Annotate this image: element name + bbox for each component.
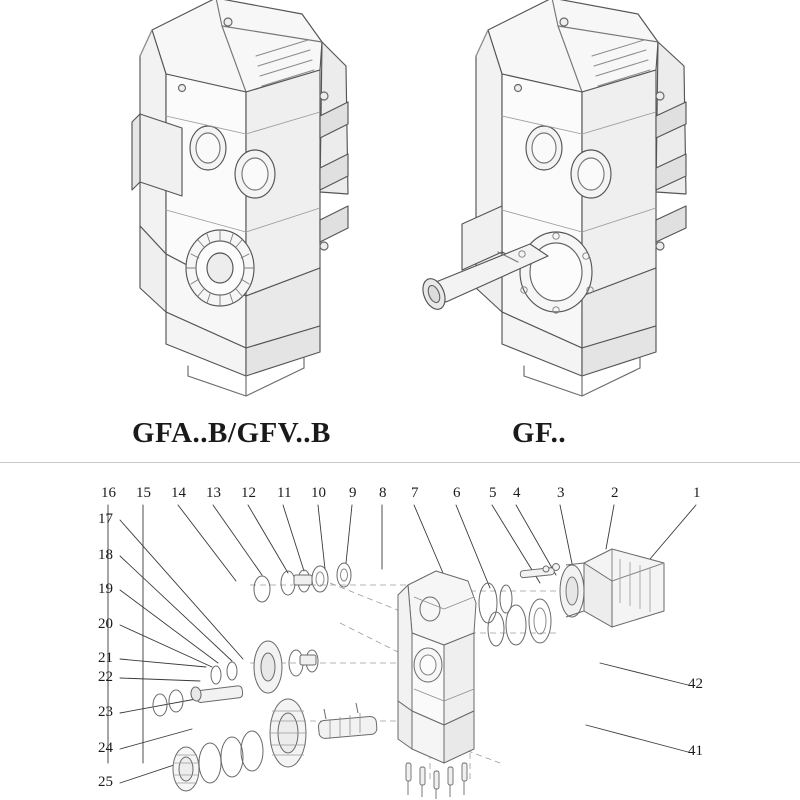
- callout-9: 9: [349, 485, 357, 501]
- callout-11: 11: [277, 485, 292, 501]
- callout-8: 8: [379, 485, 387, 501]
- callout-15: 15: [136, 485, 151, 501]
- callout-3: 3: [557, 485, 565, 501]
- caption-gf: GF..: [512, 417, 567, 449]
- callout-5: 5: [489, 485, 497, 501]
- callout-21: 21: [98, 650, 113, 666]
- caption-gfa-gfv: GFA..B/GFV..B: [132, 417, 331, 449]
- callout-17: 17: [98, 511, 113, 527]
- callout-18: 18: [98, 547, 113, 563]
- callout-41: 41: [688, 743, 703, 759]
- callout-12: 12: [241, 485, 256, 501]
- callout-42: 42: [688, 676, 703, 692]
- gearbox-isometric-right: [400, 0, 730, 406]
- callout-22: 22: [98, 669, 113, 685]
- callout-10: 10: [311, 485, 326, 501]
- callout-16: 16: [101, 485, 116, 501]
- callout-14: 14: [171, 485, 186, 501]
- gearbox-isometric-left: [70, 0, 390, 406]
- callout-23: 23: [98, 704, 113, 720]
- callout-4: 4: [513, 485, 521, 501]
- callout-24: 24: [98, 740, 113, 756]
- exploded-diagram-svg: [0, 463, 800, 800]
- callout-6: 6: [453, 485, 461, 501]
- exploded-view: [0, 463, 800, 800]
- callout-25: 25: [98, 774, 113, 790]
- callout-2: 2: [611, 485, 619, 501]
- callout-1: 1: [693, 485, 701, 501]
- callout-7: 7: [411, 485, 419, 501]
- callout-13: 13: [206, 485, 221, 501]
- callout-19: 19: [98, 581, 113, 597]
- callout-20: 20: [98, 616, 113, 632]
